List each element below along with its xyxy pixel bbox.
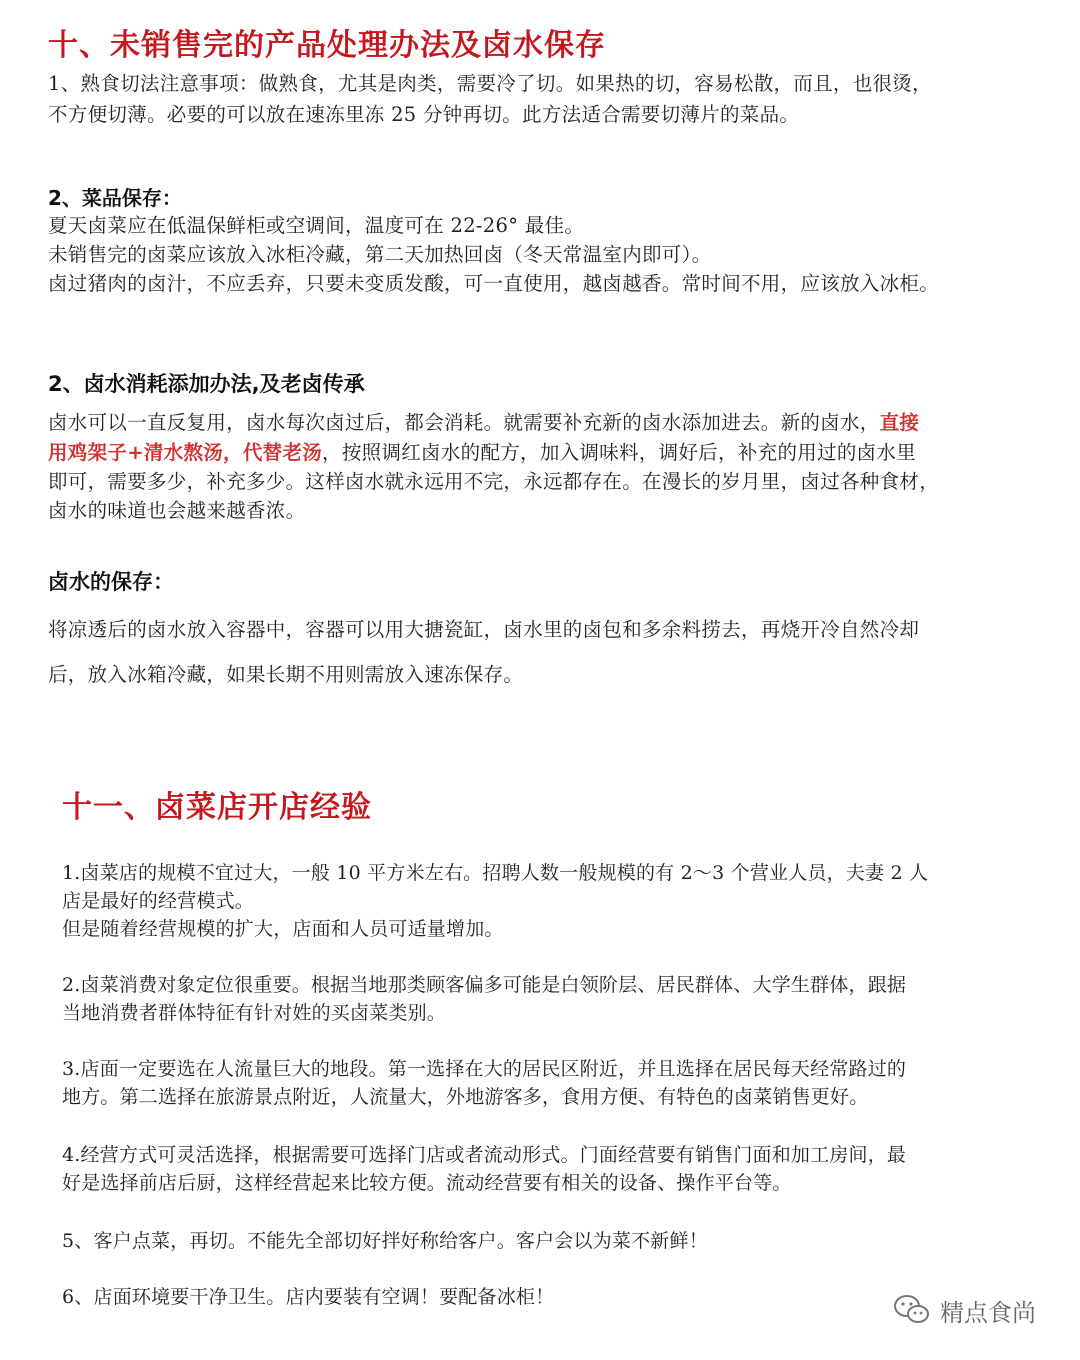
wechat-icon — [892, 1292, 932, 1328]
storage-line-3: 卤过猪肉的卤汁，不应丢弃，只要未变质发酸，可一直使用，越卤越香。常时间不用，应该放入冰柜。 — [48, 272, 940, 295]
tip-5: 5、客户点菜，再切。不能先全部切好拌好称给客户。客户会以为菜不新鲜！ — [62, 1230, 708, 1252]
section-11-title: 十一、卤菜店开店经验 — [62, 790, 372, 825]
tip-6: 6、店面环境要干净卫生。店内要装有空调！要配备冰柜！ — [62, 1286, 555, 1308]
tip-3-line-2: 地方。第二选择在旅游景点附近，人流量大，外地游客多，食用方便、有特色的卤菜销售更好。 — [62, 1086, 869, 1108]
cutting-tips-line-1: 1、熟食切法注意事项：做熟食，尤其是肉类，需要冷了切。如果热的切，容易松散，而且，也很烫， — [48, 72, 932, 95]
brine-line-4: 卤水的味道也会越来越香浓。 — [48, 499, 306, 522]
tip-2-line-1: 2.卤菜消费对象定位很重要。根据当地那类顾客偏多可能是白领阶层、居民群体、大学生群体，跟据 — [62, 974, 907, 996]
storage-line-2: 未销售完的卤菜应该放入冰柜冷藏，第二天加热回卤（冬天常温室内即可）。 — [48, 243, 712, 266]
brine-keep-line-2: 后，放入冰箱冷藏，如果长期不用则需放入速冻保存。 — [48, 663, 524, 686]
tip-2-line-2: 当地消费者群体特征有针对姓的买卤菜类别。 — [62, 1002, 447, 1024]
wechat-watermark — [892, 1290, 1036, 1330]
brine-keep-line-1: 将凉透后的卤水放入容器中，容器可以用大搪瓷缸，卤水里的卤包和多余料捞去，再烧开冷自然冷却 — [48, 618, 920, 641]
brine-heading: 2、卤水消耗添加办法,及老卤传承 — [48, 372, 365, 396]
brine-keep-heading: 卤水的保存： — [48, 570, 174, 594]
tip-4-line-2: 好是选择前店后厨，这样经营起来比较方便。流动经营要有相关的设备、操作平台等。 — [62, 1172, 792, 1194]
brine-highlight-1: 直接 — [879, 411, 920, 434]
watermark-text: 精点食尚 — [940, 1298, 1036, 1327]
brine-line-1-text: 卤水可以一直反复用，卤水每次卤过后，都会消耗。就需要补充新的卤水添加进去。新的卤水， — [48, 411, 880, 434]
brine-line-2-text: ，按照调红卤水的配方，加入调味料，调好后，补充的用过的卤水里 — [322, 441, 917, 464]
tip-1-line-2: 店是最好的经营模式。 — [62, 890, 255, 912]
brine-highlight-2: 用鸡架子+清水熬汤，代替老汤 — [48, 441, 323, 464]
tip-1-line-1: 1.卤菜店的规模不宜过大，一般 10 平方米左右。招聘人数一般规模的有 2～3 个营业人员，夫妻 2 人 — [62, 862, 929, 884]
tip-1-line-3: 但是随着经营规模的扩大，店面和人员可适量增加。 — [62, 918, 504, 940]
brine-line-1 — [48, 407, 919, 435]
section-10-title: 十、未销售完的产品处理办法及卤水保存 — [48, 28, 606, 63]
storage-heading: 2、菜品保存： — [48, 186, 182, 210]
tip-3-line-1: 3.店面一定要选在人流量巨大的地段。第一选择在大的居民区附近，并且选择在居民每天经常路过的 — [62, 1058, 907, 1080]
storage-line-1: 夏天卤菜应在低温保鲜柜或空调间，温度可在 22-26° 最佳。 — [48, 214, 585, 237]
brine-line-3: 即可，需要多少，补充多少。这样卤水就永远用不完，永远都存在。在漫长的岁月里，卤过各种食材， — [48, 470, 940, 493]
cutting-tips-line-2: 不方便切薄。必要的可以放在速冻里冻 25 分钟再切。此方法适合需要切薄片的菜品。 — [48, 103, 800, 126]
brine-line-2 — [48, 437, 916, 465]
tip-4-line-1: 4.经营方式可灵活选择，根据需要可选择门店或者流动形式。门面经营要有销售门面和加工房间，最 — [62, 1144, 907, 1166]
